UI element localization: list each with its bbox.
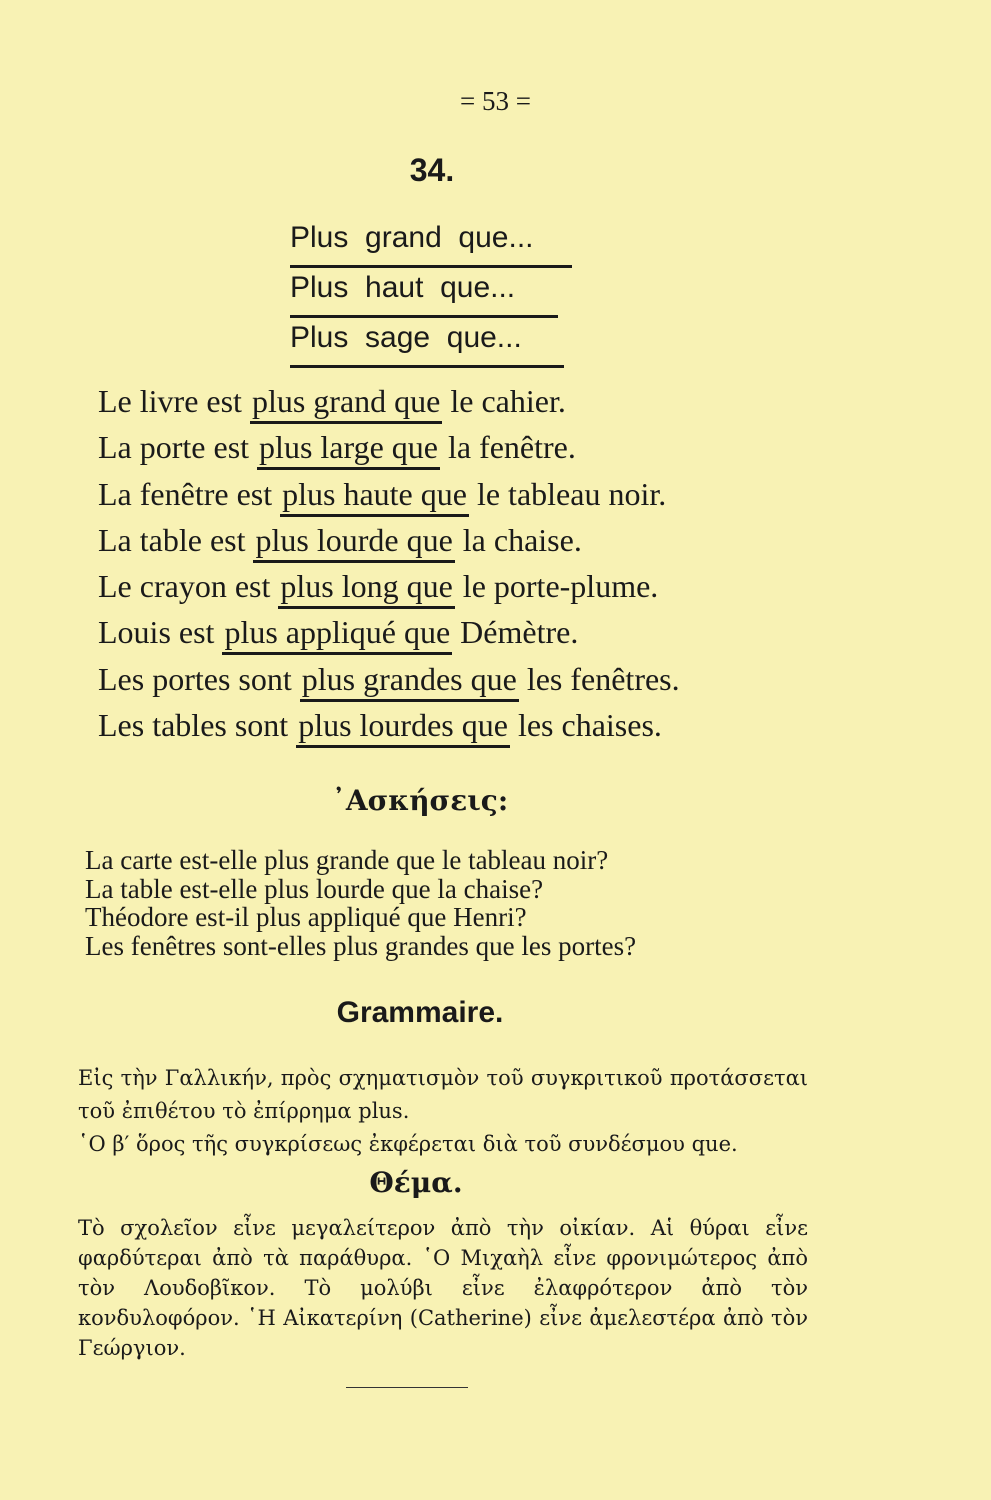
sentence-comparative: plus long que <box>278 568 454 609</box>
sentence-comparative: plus grand que <box>250 383 442 424</box>
question: La carte est-elle plus grande que le tableau noir? <box>85 845 609 875</box>
sentence-subject: Les tables sont <box>98 707 297 744</box>
theme-exercise-text: Τὸ σχολεῖον εἶνε μεγαλείτερον ἀπὸ τὴν οἰκίαν. Αἱ θύραι εἶνε φαρδύτεραι ἀπὸ τὰ παράθυρα. ῾Ο Μιχαὴλ εἶνε φρονιμώτερος ἀπὸ τὸν Λουδοβῖκον. Τὸ μολύβι εἶνε ἐλαφρότερον ἀπὸ τὸν κονδυλοφόρον. ῾Η Αἰκατερίνη (Catherine) εἶνε ἀμελεστέρα ἀπὸ τὸν Γεώργιον. <box>78 1216 808 1360</box>
exercise-questions <box>85 846 805 960</box>
sentence-comparative: plus large que <box>257 429 440 470</box>
exercises-title: ᾿Ασκήσεις: <box>331 784 509 817</box>
sentence <box>98 658 818 704</box>
sentence-object: les chaises. <box>509 707 662 744</box>
sentence <box>98 426 818 472</box>
grammar-paragraph: ῾Ο β′ ὅρος τῆς συγκρίσεως ἐκφέρεται διὰ τοῦ συνδέσμου que. <box>78 1132 738 1156</box>
sentence-subject: Louis est <box>98 614 223 651</box>
sentence-comparative: plus appliqué que <box>222 614 452 655</box>
sentence-subject: La porte est <box>98 429 258 466</box>
corner-mark <box>360 0 390 40</box>
sentence <box>98 611 818 657</box>
theme-title: Θέμα. <box>369 1166 463 1199</box>
sentence-subject: La table est <box>98 521 254 558</box>
comparative-headings <box>290 218 572 368</box>
sentence-object: le tableau noir. <box>468 475 667 512</box>
sentence <box>98 473 818 519</box>
end-divider <box>346 1387 468 1388</box>
heading-line: Plus haut que... <box>290 268 558 318</box>
question: Théodore est-il plus appliqué que Henri? <box>85 902 527 932</box>
question: La table est-elle plus lourde que la chaise? <box>85 873 544 904</box>
sentence <box>98 380 818 426</box>
sentence-subject: Le livre est <box>98 383 250 419</box>
sentence-comparative: plus haute que <box>280 476 469 517</box>
sentence-comparative: plus lourde que <box>253 522 454 563</box>
sentence <box>98 519 818 565</box>
example-sentences <box>98 380 818 750</box>
sentence-object: la fenêtre. <box>439 429 576 466</box>
sentence-object: le porte-plume. <box>454 568 659 605</box>
sentence-object: la chaise. <box>454 521 582 558</box>
sentence-comparative: plus lourdes que <box>296 707 510 748</box>
sentence-subject: La fenêtre est <box>98 475 281 512</box>
sentence-object: les fenêtres. <box>518 660 680 697</box>
sentence-object: le cahier. <box>442 383 566 419</box>
grammar-explanation <box>78 1062 808 1161</box>
grammar-paragraph: Εἰς τὴν Γαλλικήν, πρὸς σχηματισμὸν τοῦ συγκριτικοῦ προτάσσεται τοῦ ἐπιθέτου τὸ ἐπίρρημα plus. <box>78 1066 808 1123</box>
sentence <box>98 565 818 611</box>
heading-line: Plus grand que... <box>290 218 572 268</box>
heading-line: Plus sage que... <box>290 318 564 368</box>
sentence-subject: Le crayon est <box>98 568 279 605</box>
sentence-object: Démètre. <box>452 614 579 651</box>
page-number: = 53 = <box>460 86 531 116</box>
sentence <box>98 704 818 750</box>
grammar-title: Grammaire. <box>336 996 504 1029</box>
lesson-number: 34. <box>409 152 455 188</box>
sentence-subject: Les portes sont <box>98 660 300 697</box>
question: Les fenêtres sont-elles plus grandes que les portes? <box>85 930 637 961</box>
sentence-comparative: plus grandes que <box>300 661 519 702</box>
